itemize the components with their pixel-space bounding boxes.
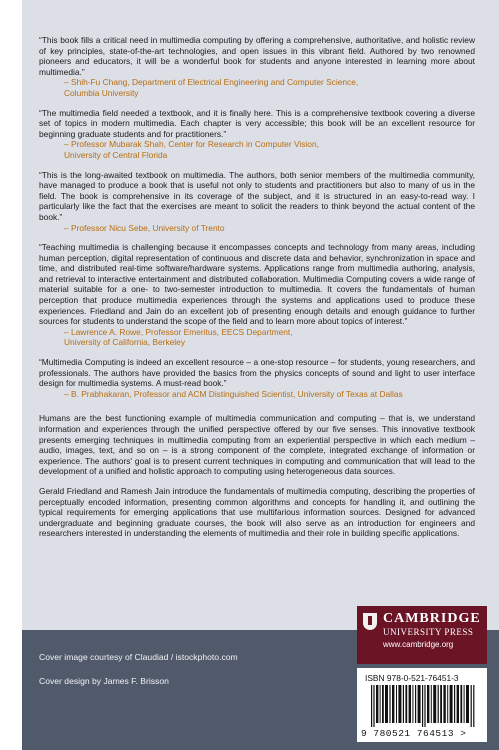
book-description: Humans are the best functioning example of multimedia communication and computing – that is, we understand information and experiences through the unified perspective offered by our five senses. This innovative textbook presents emerging techniques in multimedia computing from an experiential perspective in which each medium – audio, images, text, and so on – is a strong component of the complete, integrated exchange of information or experience. The authors' goal is to present current techniques in computing and communication that will lead to the development of a unified and holistic approach to computing using heterogeneous data sources.: [39, 413, 475, 477]
quote-attribution: – Shih-Fu Chang, Department of Electrical Engineering and Computer Science, Columbia University: [64, 77, 359, 98]
review-quote: [39, 170, 475, 234]
quote-text: “Multimedia Computing is indeed an excellent resource – a one-stop resource – for students, young researchers, and professionals. The authors have provided the basics from the physics concepts of sound and light to user interface design for multimedia systems. A must-read book.”: [39, 357, 475, 389]
publisher-url: www.cambridge.org: [383, 640, 454, 649]
publisher-press: UNIVERSITY PRESS: [383, 627, 474, 637]
barcode-icon: [371, 685, 475, 727]
cover-image-credit: Cover image courtesy of Claudiad / istockphoto.com: [39, 652, 238, 662]
review-quote: [39, 35, 475, 99]
review-quote: [39, 242, 475, 348]
quote-text: “This is the long-awaited textbook on multimedia. The authors, both senior members of the multimedia community, have managed to produce a book that is useful not only to students and practitioners but also to many of us in the field. The book is comprehensive in its coverage of the subject, and it is structured in an easy-to-read way. I particularly like the fact that the exercises are meant to solicit the readers to think beyond the actual content of the book.”: [39, 169, 475, 222]
author-description: Gerald Friedland and Ramesh Jain introduce the fundamentals of multimedia computing, describing the properties of perceptually encoded information, presenting common algorithms and concepts for handling it, and outlining the typical requirements for emerging applications that use multifarious information sources. Designed for advanced undergraduate and beginning graduate courses, the book will also serve as an introduction for engineers and researchers interested in understanding the elements of multimedia and their role in building specific applications.: [39, 485, 475, 539]
quote-text: “The multimedia field needed a textbook, and it is finally here. This is a comprehensive textbook covering a diverse set of topics in modern multimedia. Each chapter is very accessible; this book will be an excellent resource for beginning graduate students and for practitioners.”: [39, 107, 475, 139]
publisher-logo: [357, 606, 487, 664]
quote-attribution: – Professor Mubarak Shah, Center for Research in Computer Vision, University of Central Florida: [64, 139, 319, 160]
isbn-label: ISBN 978-0-521-76451-3: [365, 673, 459, 683]
review-quote: [39, 108, 475, 161]
credits-band: [22, 611, 499, 750]
quote-attribution: – Professor Nicu Sebe, University of Trento: [64, 222, 225, 233]
review-quote: [39, 357, 475, 399]
publisher-name: CAMBRIDGE: [383, 611, 481, 626]
quote-text: “This book fills a critical need in multimedia computing by offering a comprehensive, authoritative, and holistic review of key principles, state-of-the-art technologies, and open issues in this vibrant field. Authored by two renowned pioneers and educators, it will be a wonderful book for students and anyone interested in learning more about multimedia.”: [39, 35, 475, 77]
cover-text: [39, 35, 475, 539]
cover-design-credit: Cover design by James F. Brisson: [39, 676, 169, 686]
quote-text: “Teaching multimedia is challenging because it encompasses concepts and technology from many areas, including human perception, digital representation of continuous and discrete data and behavior, synchronization in space and time, and distributed real-time software/hardware systems. Applications range from multimedia authoring, analysis, and retrieval to interactive entertainment and distributed collaboration. Multimedia Computing covers a wide range of material suitable for a one- to two-semester introduction to multimedia. It covers the fundamentals of human perception that produce multimedia experiences through the systems and applications used to produce these experiences. Friedland and Jain do an excellent job of presenting enough details and enough guidance to further sources for students to understand the scope of the field and to learn more about topics of interest.”: [39, 242, 475, 327]
cambridge-shield-icon: [363, 613, 377, 630]
barcode-box: [357, 668, 487, 742]
barcode-digits: 9 780521 764513 >: [361, 728, 467, 739]
quote-attribution: – Lawrence A. Rowe, Professor Emeritus, EECS Department, University of California, Berkeley: [64, 326, 293, 348]
quote-attribution: – B. Prabhakaran, Professor and ACM Distinguished Scientist, University of Texas at Dallas: [64, 388, 403, 399]
